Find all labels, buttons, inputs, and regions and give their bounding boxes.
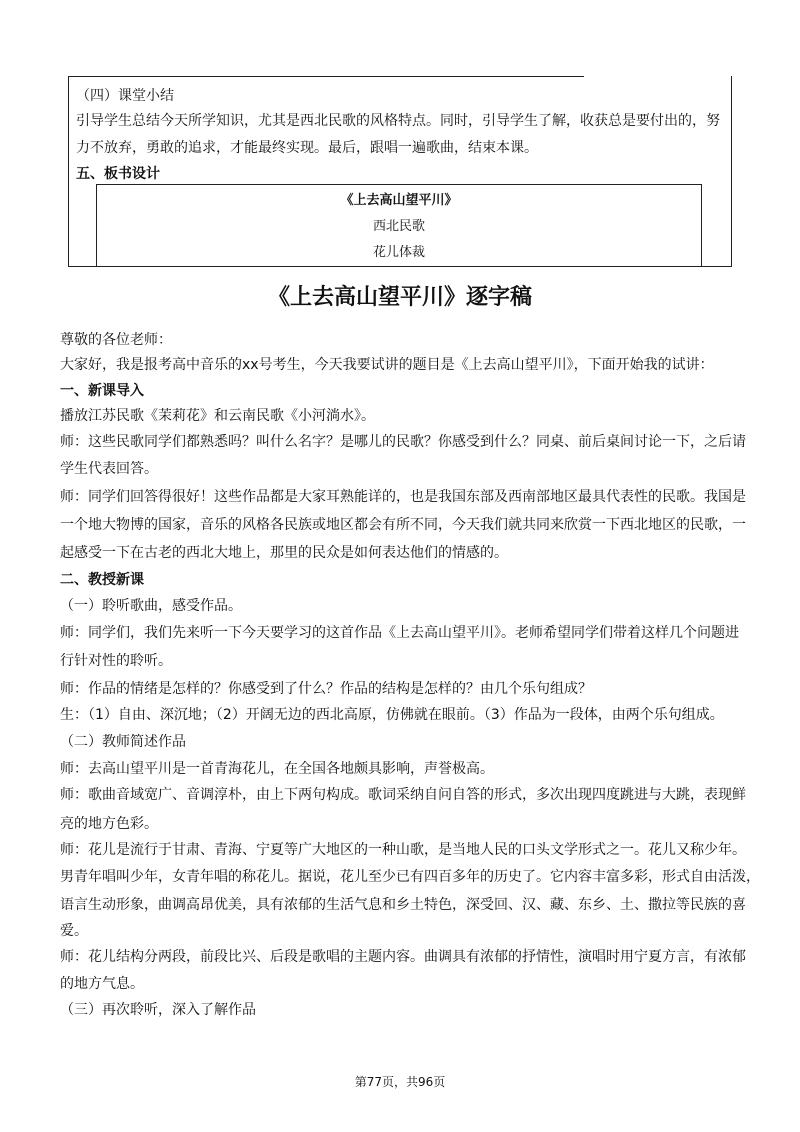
body-line: 一个地大物博的国家，音乐的风格各民族或地区都会有所不同，今天我们就共同来欣赏一下西北地区的民歌，一 xyxy=(60,517,746,533)
summary-line-2: 力不放弃，勇敢的追求，才能最终实现。最后，跟唱一遍歌曲，结束本课。 xyxy=(76,140,538,156)
body-line: 语言生动形象，曲调高昂优美，具有浓郁的生活气息和乡土特色，深受回、汉、藏、东乡、土、撒拉等民族的喜 xyxy=(60,897,746,913)
body-line: 行针对性的聆听。 xyxy=(60,653,172,669)
section-heading-teach-new-lesson: 二、教授新课 xyxy=(60,572,144,588)
summary-line-1: 引导学生总结今天所学知识，尤其是西北民歌的风格特点。同时，引导学生了解，收获总是要付出的，努 xyxy=(76,113,720,129)
top-box-border-top xyxy=(68,76,584,77)
body-line-greeting: 尊敬的各位老师： xyxy=(60,332,172,348)
body-line: 师：花儿结构分两段，前段比兴、后段是歌唱的主题内容。曲调具有浓郁的抒情性，演唱时用宁夏方言，有浓郁 xyxy=(60,949,746,965)
body-line: 师：花儿是流行于甘肃、青海、宁夏等广大地区的一种山歌，是当地人民的口头文学形式之一。花儿又称少年。 xyxy=(60,842,746,858)
body-line: 师：这些民歌同学们都熟悉吗？叫什么名字？是哪儿的民歌？你感受到什么？同桌、前后桌间讨论一下，之后请 xyxy=(60,434,746,450)
body-line: 播放江苏民歌《茉莉花》和云南民歌《小河淌水》。 xyxy=(60,408,375,424)
body-line: 师：去高山望平川是一首青海花儿，在全国各地颇具影响，声誉极高。 xyxy=(60,761,494,777)
body-line: （二）教师简述作品 xyxy=(60,734,186,750)
summary-heading: （四）课堂小结 xyxy=(76,88,174,104)
body-line-intro: 大家好，我是报考高中音乐的xx号考生，今天我要试讲的题目是《上去高山望平川》，下面开始我的试讲： xyxy=(60,357,714,373)
body-line: 男青年唱叫少年，女青年唱的称花儿。据说，花儿至少已有四百多年的历史了。它内容丰富多彩，形式自由活泼， xyxy=(60,869,760,885)
page-number: 第77页，共96页 xyxy=(354,1075,446,1089)
body-line: 师：作品的情绪是怎样的？你感受到了什么？作品的结构是怎样的？由几个乐句组成？ xyxy=(60,681,592,697)
top-box-border-left xyxy=(68,76,69,267)
body-line: 师：同学们回答得很好！这些作品都是大家耳熟能详的，也是我国东部及西南部地区最具代表性的民歌。我国是 xyxy=(60,489,746,505)
body-line: （一）聆听歌曲，感受作品。 xyxy=(60,598,242,614)
body-line: 师：歌曲音域宽广、音调淳朴，由上下两句构成。歌词采纳自问自答的形式，多次出现四度跳进与大跳，表现鲜 xyxy=(60,787,746,803)
board-line-form: 花儿体裁 xyxy=(372,245,425,260)
board-line-title: 《上去高山望平川》 xyxy=(340,193,458,208)
body-line: 爱。 xyxy=(60,923,88,939)
body-line: 起感受一下在古老的西北大地上，那里的民众是如何表达他们的情感的。 xyxy=(60,545,508,561)
section-heading-new-lesson-intro: 一、新课导入 xyxy=(60,383,144,399)
body-line: 学生代表回答。 xyxy=(60,461,158,477)
page-title: 《上去高山望平川》逐字稿 xyxy=(267,285,532,310)
body-line: 亮的地方色彩。 xyxy=(60,816,158,832)
blackboard-design-box xyxy=(96,184,702,267)
body-line: 生：（1）自由、深沉地；（2）开阔无边的西北高原，仿佛就在眼前。（3）作品为一段体，由两个乐句组成。 xyxy=(60,707,724,723)
body-line: 师：同学们，我们先来听一下今天要学习的这首作品《上去高山望平川》。老师希望同学们带着这样几个问题进 xyxy=(60,625,739,641)
body-line: （三）再次聆听，深入了解作品 xyxy=(60,1002,256,1018)
board-design-heading: 五、板书设计 xyxy=(76,166,160,182)
body-line: 的地方气息。 xyxy=(60,976,144,992)
board-line-genre: 西北民歌 xyxy=(372,219,425,234)
